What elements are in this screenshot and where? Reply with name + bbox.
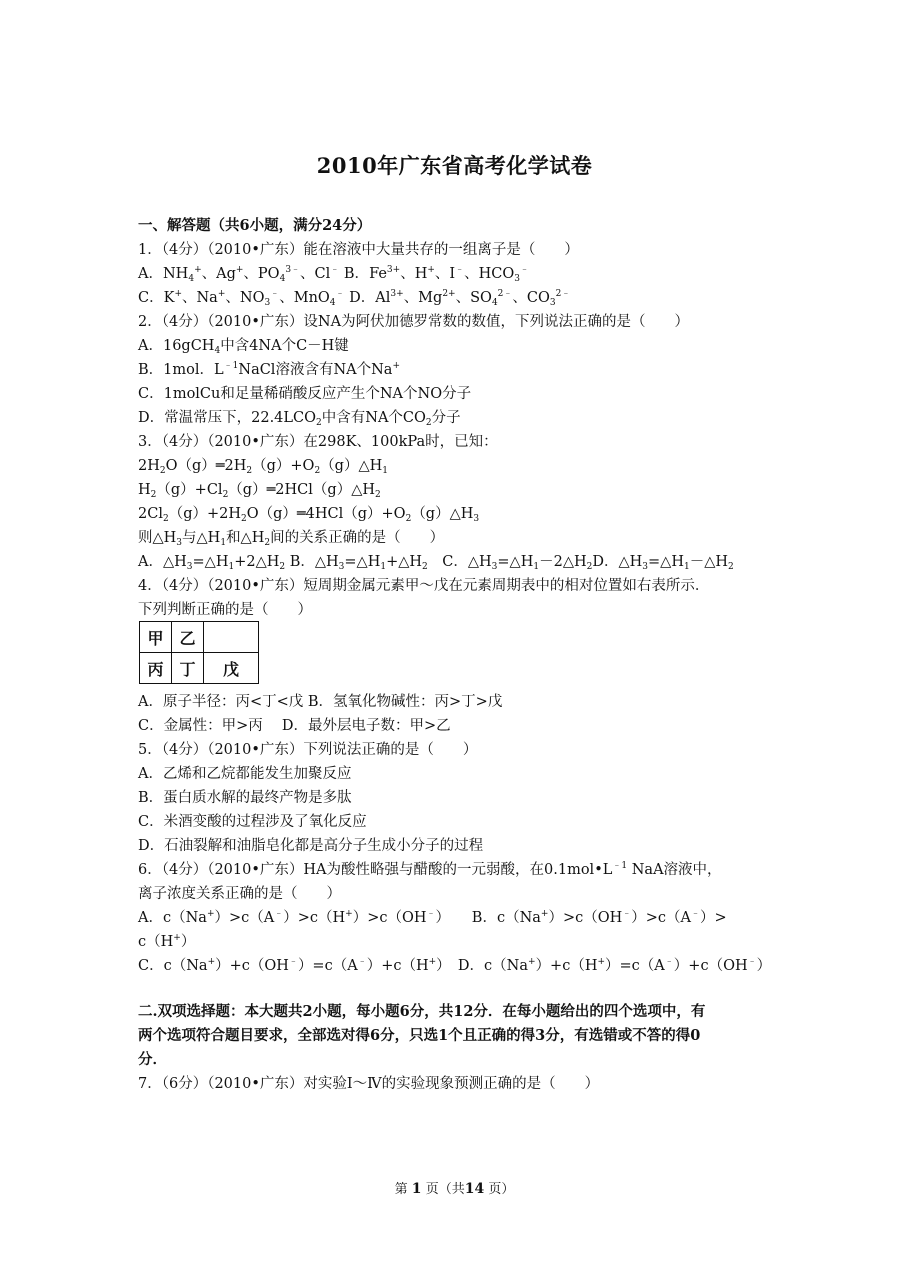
q4-stem-line-1: 4．（4分）（2010•广东）短周期金属元素甲～戊在元素周期表中的相对位置如右表所示． <box>138 578 710 594</box>
q4-options-ab: A．原子半径：丙<丁<戊 B．氢氧化物碱性：丙>丁>戊 <box>138 694 503 710</box>
q5-option-a: A．乙烯和乙烷都能发生加聚反应 <box>138 766 352 782</box>
q6-stem-line-1: 6．（4分）（2010•广东）HA为酸性略强与醋酸的一元弱酸，在$0.1mol•L^{﹣1}$ NaA溶液中， <box>138 861 722 878</box>
q3-question: 则$\triangle H_3$与$\triangle H_1$和$\triangle H_2$间的关系正确的是（ ） <box>138 530 445 548</box>
current-page: 1 <box>411 1181 422 1197</box>
q4-stem-line-2: 下列判断正确的是（ ） <box>138 602 312 618</box>
page-footer: 第 1 页（共14 页） <box>394 1181 515 1197</box>
q3-equation-3: $2Cl_2(g)+2H_2O(g)═4HCl(g)+O_2(g)\triangle H_3$ <box>138 506 480 524</box>
q4-options-cd: C．金属性：甲>丙 D．最外层电子数：甲>乙 <box>138 718 451 734</box>
q5-option-b: B．蛋白质水解的最终产物是多肽 <box>138 790 352 806</box>
q6-option-b-cont: c（H+） <box>138 933 196 950</box>
table-row <box>140 622 259 653</box>
q1-option-d: $Al^{3+}$、$Mg^{2+}$、$SO_4^{2﹣}$、$CO_3^{2﹣}$ <box>375 289 571 308</box>
section-heading-2-line-2: 两个选项符合题目要求，全部选对得6分，只选1个且正确的得3分，有选错或不答的得0 <box>138 1027 701 1044</box>
q1-option-b: $Fe^{3+}$、H+、I﹣、$HCO_3^﹣$ <box>369 265 530 284</box>
q2-option-a: A．16gCH$_4$中含4NA个C－H键 <box>138 338 349 356</box>
periodic-table-fragment <box>139 621 259 684</box>
section-heading-1: 一、解答题（共6小题，满分24分） <box>138 217 372 234</box>
q2-stem: 2．（4分）（2010•广东）设NA为阿伏加德罗常数的数值，下列说法正确的是（ ） <box>138 314 690 330</box>
q1-options-cd: C．K+、Na+、$NO_3^﹣$、MnO$_4$﹣ D．$Al^{3+}$、$Mg^{2+}$、$SO_4^{2﹣}$、$CO_3^{2﹣}$ <box>138 289 571 308</box>
q5-option-d: D．石油裂解和油脂皂化都是高分子生成小分子的过程 <box>138 838 484 854</box>
q2-option-c: C．1molCu和足量稀硝酸反应产生个NA个NO分子 <box>138 386 472 402</box>
q3-equation-1: $2H_2O(g)═2H_2(g)+O_2(g)\triangle H_1$ <box>138 458 388 476</box>
total-pages: 14 <box>464 1181 485 1197</box>
q1-stem: 1．（4分）（2010•广东）能在溶液中大量共存的一组离子是（ ） <box>138 242 579 258</box>
table-cell: 乙 <box>172 622 204 653</box>
table-row <box>140 653 259 684</box>
table-cell <box>204 622 259 653</box>
q1-options-ab: A．$NH_4^+$、Ag+、$PO_4^{3﹣}$、Cl﹣ B．$Fe^{3+}$、H+、I﹣、$HCO_3^﹣$ <box>138 265 530 284</box>
section-heading-2-line-1: 二.双项选择题：本大题共2小题，每小题6分，共12分．在每小题给出的四个选项中，有 <box>138 1003 706 1020</box>
q2-option-d: D．常温常压下，$22.4LCO_2$中含有NA个$CO_2$分子 <box>138 410 461 428</box>
q6-option-d: D．c（Na+）+c（H+）=c（A﹣）+c（OH﹣） <box>457 957 772 974</box>
q6-options-cd <box>138 956 771 976</box>
q6-option-c: C．c（Na+）+c（OH﹣）=c（A﹣）+c（H+） <box>138 957 444 974</box>
q7-stem: 7．（6分）（2010•广东）对实验Ⅰ～Ⅳ的实验现象预测正确的是（ ） <box>138 1076 600 1092</box>
q3-equation-2: $H_2(g)+Cl_2(g)═2HCl(g)\triangle H_2$ <box>138 482 381 500</box>
page-title: 2010年广东省高考化学试卷 <box>316 153 593 178</box>
table-cell: 丁 <box>172 653 204 684</box>
q1-option-a: $NH_4^+$、Ag+、$PO_4^{3﹣}$、Cl﹣ <box>162 265 340 284</box>
table-cell: 戊 <box>204 653 259 684</box>
q2-option-b: B．1mol．$L^{﹣1}NaCl$溶液含有NA个Na+ <box>138 361 400 378</box>
section-heading-2-line-3: 分． <box>138 1051 167 1068</box>
q6-stem-line-2: 离子浓度关系正确的是（ ） <box>138 886 341 902</box>
q5-stem: 5．（4分）（2010•广东）下列说法正确的是（ ） <box>138 742 478 758</box>
q5-option-c: C．米酒变酸的过程涉及了氧化反应 <box>138 814 367 830</box>
q3-options: A．$\triangle H_3=\triangle H_1+2\triangle H_2$ B．$\triangle H_3=\triangle H_1+\triangle H_2$ C．$\triangle H_3=\triangle H_1-2\triangle H_2D$．$\triangle H_3=\triangle H_1-\triangle H_2$ <box>138 554 734 572</box>
table-cell: 甲 <box>140 622 172 653</box>
q1-option-c: K+、Na+、$NO_3^﹣$、MnO$_4$﹣ <box>163 289 345 308</box>
q6-option-a: A．c（Na+）>c（A﹣）>c（H+）>c（OH﹣） <box>138 909 443 926</box>
q6-option-b: B．c（Na+）>c（OH﹣）>c（A﹣）> <box>471 909 727 926</box>
table-cell: 丙 <box>140 653 172 684</box>
q3-stem: 3．（4分）（2010•广东）在298K、100kPa时，已知： <box>138 434 498 450</box>
q6-options-ab <box>138 908 727 928</box>
